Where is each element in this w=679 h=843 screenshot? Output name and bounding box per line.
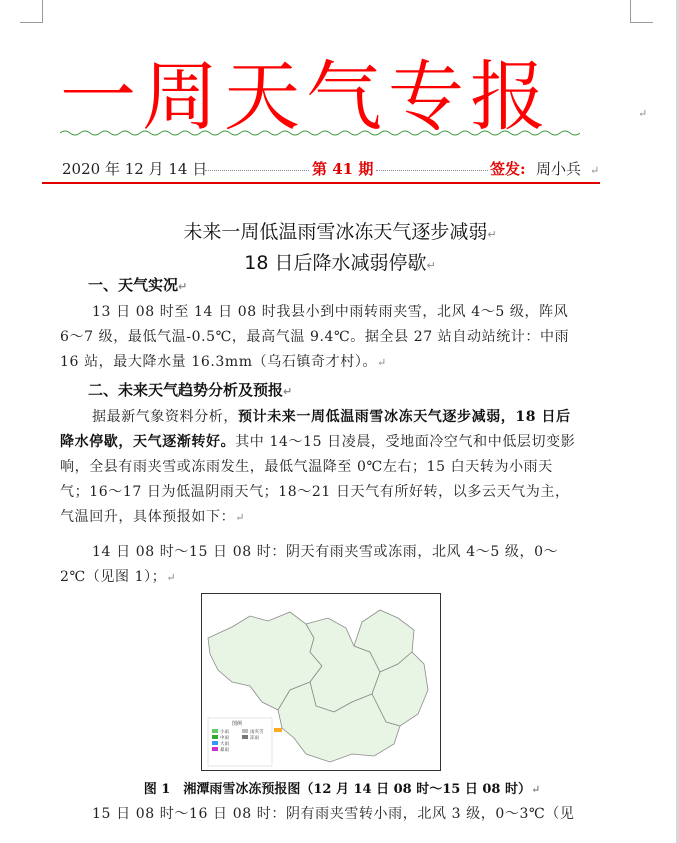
legend-label-sleet: 雨夹雪	[250, 730, 264, 735]
signer-name: 周小兵	[536, 160, 582, 178]
dotted-leader	[376, 170, 488, 171]
paragraph-mark-icon: ↵	[377, 356, 387, 369]
issue-number: 第 41 期	[312, 160, 374, 178]
section-2-intro-paragraph	[60, 405, 580, 530]
issue-date: 2020 年 12 月 14 日	[62, 160, 208, 178]
headline-line-1: 未来一周低温雨雪冰冻天气逐步减弱	[183, 221, 488, 243]
legend-label-freezing-rain: 冻雨	[250, 736, 259, 741]
issue-meta-line	[62, 158, 602, 180]
headline	[60, 218, 620, 280]
paragraph-mark-icon: ↵	[487, 228, 497, 241]
paragraph-mark-icon: ↵	[166, 571, 177, 584]
forecast-2-text: 15 日 08 时～16 日 08 时：阴有雨夹雪转小雨，北风 3 级，0～3℃（见	[92, 806, 575, 822]
legend-label-light-rain: 小雨	[220, 730, 229, 735]
legend-label-rainstorm: 暴雨	[220, 748, 229, 753]
legend-swatch-freezing-rain	[242, 735, 248, 739]
paragraph-mark-icon: ↵	[426, 259, 436, 272]
masthead-title: 一周天气专报	[60, 52, 552, 141]
section-heading-1	[88, 273, 187, 299]
forecast-paragraph-1	[60, 540, 580, 590]
legend-swatch-moderate-rain	[212, 735, 218, 739]
figure-caption	[62, 780, 622, 800]
paragraph-mark-icon: ↵	[178, 280, 188, 293]
headline-line-2: 18 日后降水减弱停歇	[244, 252, 427, 274]
figure-caption-text: 图 1 湘潭雨雪冰冻预报图（12 月 14 日 08 时～15 日 08 时）	[143, 782, 531, 797]
dotted-leader	[205, 170, 309, 171]
paragraph-mark-icon: ↵	[283, 385, 293, 398]
section-1-text: 13 日 08 时至 14 日 08 时我县小到中雨转雨夹雪，北风 4～5 级，阵风 6～7 级，最低气温-0.5℃，最高气温 9.4℃。据全县 27 站自动站统计：中雨 16 站，最大降水量 16.3mm（乌石镇奇才村）。	[60, 304, 570, 370]
page-corner-mark-right	[630, 0, 653, 23]
forecast-map-image	[202, 594, 440, 770]
legend-swatch-sleet	[242, 729, 248, 733]
legend-label-heavy-rain: 大雨	[220, 742, 229, 747]
section-heading-1-text: 一、天气实况	[88, 276, 179, 294]
intro-plain-text: 据最新气象资料分析，	[92, 409, 238, 425]
legend-swatch-rainstorm	[212, 747, 218, 751]
forecast-1-text: 14 日 08 时～15 日 08 时：阴天有雨夹雪或冻雨，北风 4～5 级，0～2℃（见图 1）；	[60, 544, 559, 585]
header-red-rule	[42, 182, 600, 184]
forecast-paragraph-2	[60, 802, 580, 827]
forecast-map-figure	[201, 593, 441, 771]
legend-swatch-orange	[274, 728, 282, 732]
legend-swatch-light-rain	[212, 729, 218, 733]
section-heading-2	[88, 378, 292, 404]
intro-rest-text: 其中 14～15 日凌晨，受地面冷空气和中低层切变影响，全县有雨夹雪或冻雨发生，最低气温降至 0℃左右；15 白天转为小雨天气；16～17 日为低温阴雨天气；18～21 日天气有所好转，以多云天气为主，气温回升，具体预报如下：	[60, 434, 576, 525]
signer-label: 签发:	[490, 160, 526, 178]
map-legend-title: 图例	[232, 721, 243, 727]
paragraph-mark-icon: ↵	[235, 511, 246, 524]
spellcheck-squiggle	[60, 128, 580, 138]
paragraph-mark-icon: ↵	[638, 107, 654, 120]
masthead	[60, 52, 654, 142]
section-1-paragraph	[60, 300, 580, 375]
paragraph-mark-icon: ↵	[531, 783, 541, 796]
page-corner-mark-left	[20, 0, 43, 23]
legend-label-moderate-rain: 中雨	[220, 736, 229, 741]
intro-bold-text: 预计未来一周低温雨雪冰冻天气逐步减弱，18 日后降水停歇，天气逐渐转好。	[60, 409, 571, 450]
legend-swatch-heavy-rain	[212, 741, 218, 745]
section-heading-2-text: 二、未来天气趋势分析及预报	[88, 381, 284, 399]
paragraph-mark-icon: ↵	[590, 164, 600, 177]
